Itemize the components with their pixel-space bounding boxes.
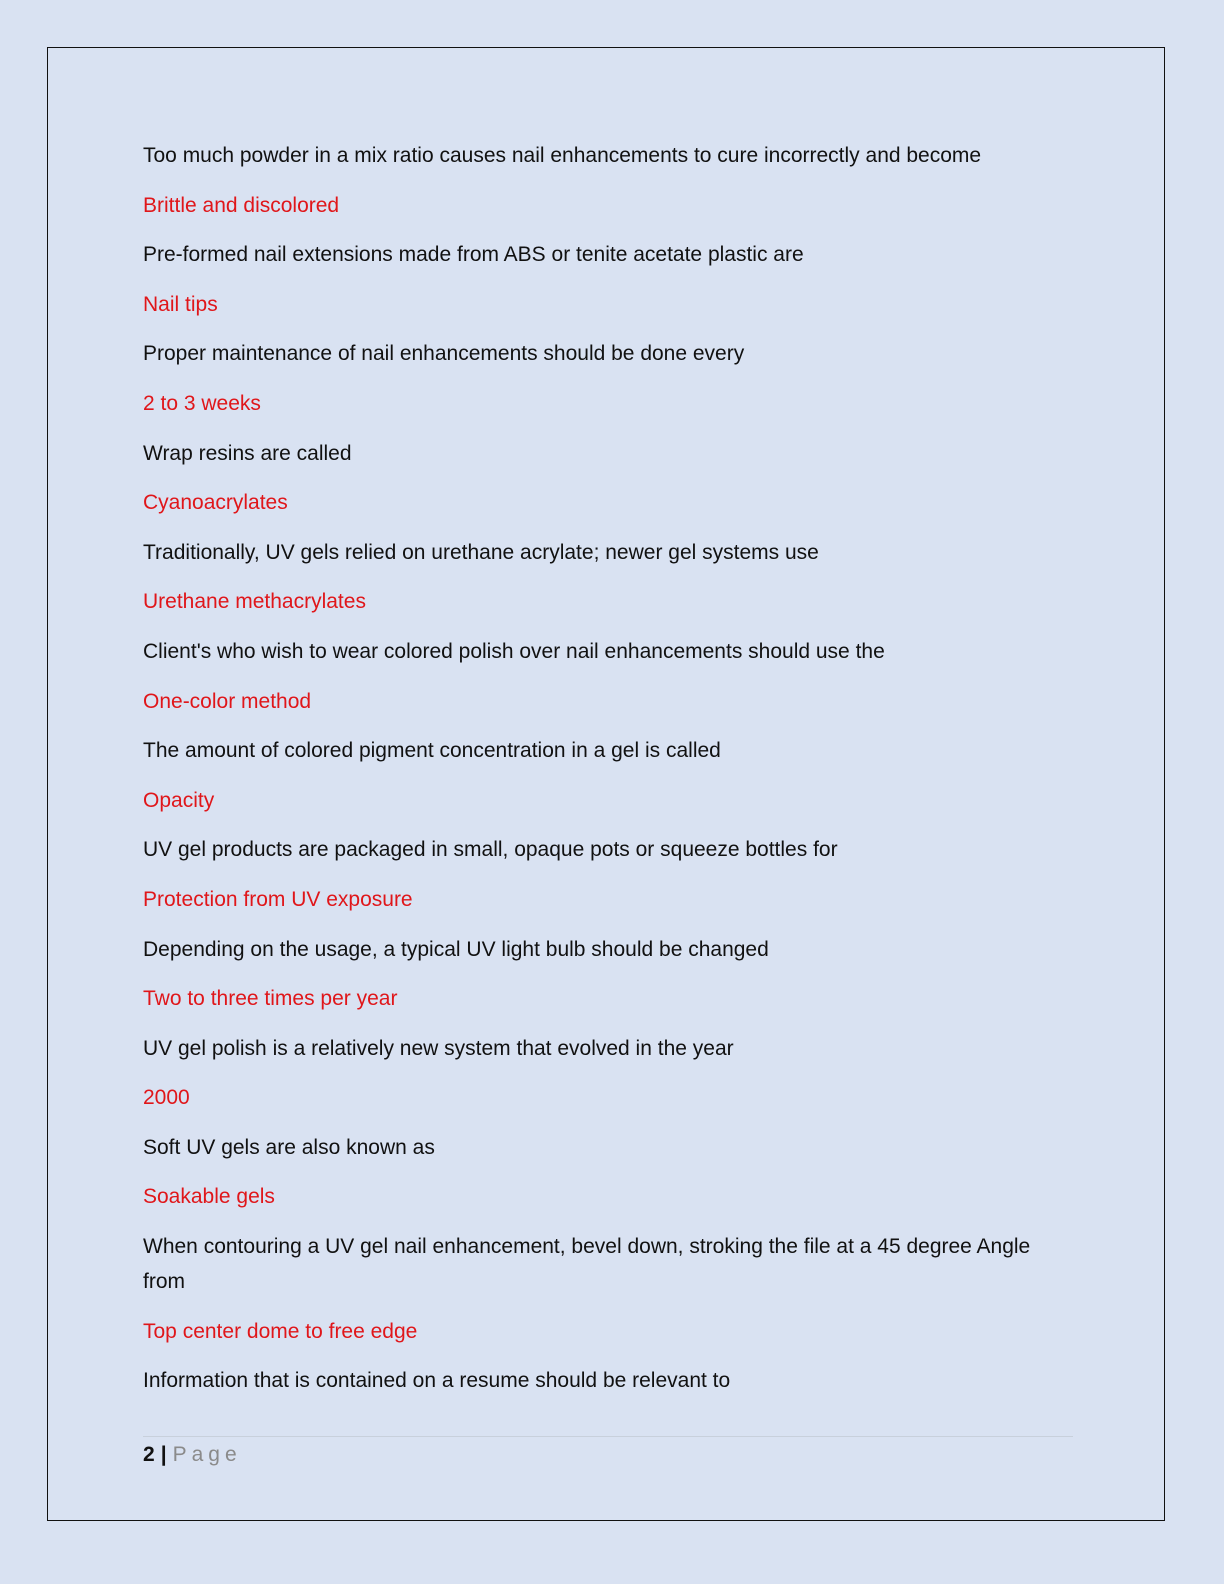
answer-7: Opacity (143, 788, 215, 812)
page-number: 2 (143, 1443, 155, 1466)
question-3: Proper maintenance of nail enhancements should be done every (143, 342, 745, 366)
question-5: Traditionally, UV gels relied on urethane acrylate; newer gel systems use (143, 540, 819, 564)
question-8: UV gel products are packaged in small, opaque pots or squeeze bottles for (143, 838, 838, 862)
question-13: Information that is contained on a resume should be relevant to (143, 1369, 731, 1393)
qa-list (143, 138, 1073, 1413)
question-4: Wrap resins are called (143, 441, 352, 465)
footer-separator: | (160, 1443, 167, 1466)
question-7: The amount of colored pigment concentration in a gel is called (143, 739, 721, 763)
answer-9: Two to three times per year (143, 987, 398, 1011)
footer-divider (143, 1436, 1073, 1437)
answer-4: Cyanoacrylates (143, 491, 288, 515)
answer-5: Urethane methacrylates (143, 590, 366, 614)
answer-11: Soakable gels (143, 1185, 275, 1209)
page-footer (143, 1436, 1073, 1469)
answer-3: 2 to 3 weeks (143, 391, 261, 415)
answer-10: 2000 (143, 1086, 190, 1110)
question-12: When contouring a UV gel nail enhancement, bevel down, stroking the file at a 45 degree Angle from (143, 1235, 1031, 1294)
answer-1: Brittle and discolored (143, 193, 340, 217)
answer-12: Top center dome to free edge (143, 1319, 418, 1343)
page-indicator (143, 1441, 1073, 1469)
question-1: Too much powder in a mix ratio causes nail enhancements to cure incorrectly and become (143, 144, 982, 167)
question-10: UV gel polish is a relatively new system that evolved in the year (143, 1036, 734, 1060)
answer-6: One-color method (143, 689, 312, 713)
question-9: Depending on the usage, a typical UV light bulb should be changed (143, 937, 769, 961)
question-2: Pre-formed nail extensions made from ABS or tenite acetate plastic are (143, 243, 804, 267)
question-6: Client's who wish to wear colored polish over nail enhancements should use the (143, 639, 885, 663)
answer-2: Nail tips (143, 292, 218, 316)
answer-8: Protection from UV exposure (143, 887, 413, 911)
question-11: Soft UV gels are also known as (143, 1135, 435, 1159)
page-label: Page (172, 1443, 242, 1466)
